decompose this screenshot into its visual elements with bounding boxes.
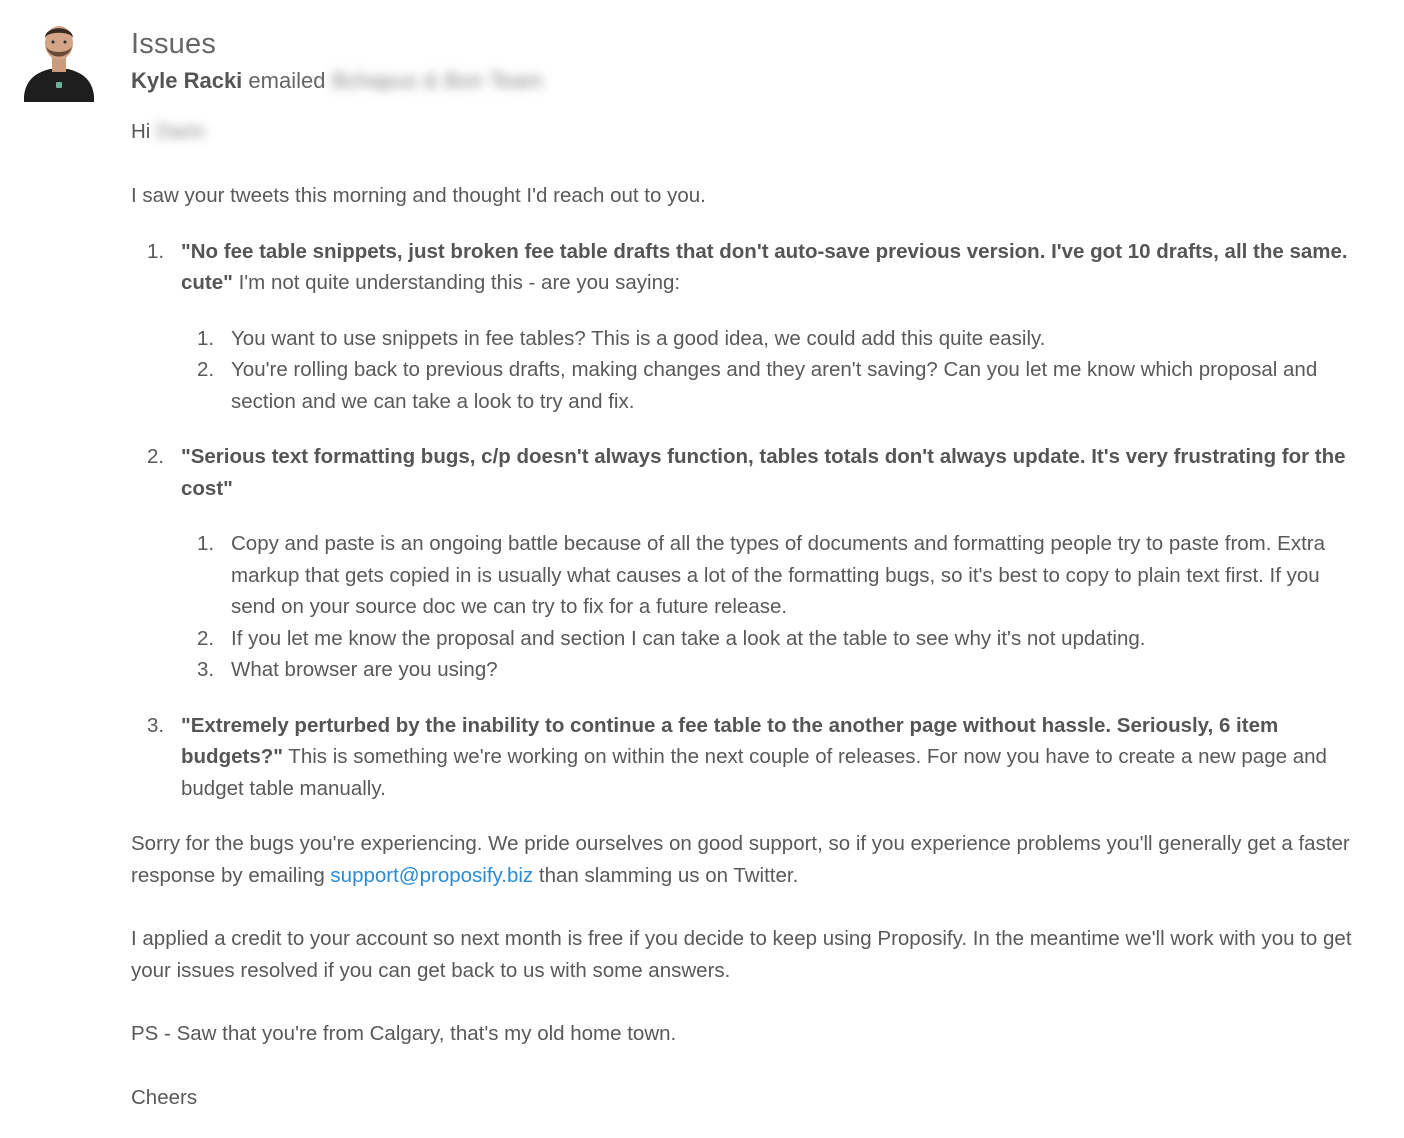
subpoint-text: What browser are you using?: [231, 658, 498, 681]
subpoint-item: [197, 354, 1356, 417]
issues-list: [131, 236, 1356, 805]
credit-paragraph: I applied a credit to your account so next month is free if you decide to keep using Proposify. In the meantime we'll work with you to get your issues resolved if you can get back to us with some answers.: [131, 927, 1352, 982]
subpoint-number: 2.: [197, 358, 215, 381]
subpoint-number: 1.: [197, 326, 215, 350]
recipient-blurred: Bchapus & Bon Team: [331, 68, 543, 93]
issue-text: [181, 710, 1356, 805]
subpoint-item: [197, 623, 1356, 655]
action-text: emailed: [248, 68, 326, 93]
sender-avatar: [22, 16, 96, 102]
issue-quote: "No fee table snippets, just broken fee table drafts that don't auto-save previous version. I've got 10 drafts, all the same. cute": [181, 239, 1348, 294]
email-header: [131, 26, 543, 96]
avatar-image: [22, 16, 96, 102]
greeting-name-blurred: Darin: [156, 120, 206, 143]
issue-subpoints: [181, 323, 1356, 418]
subpoint-text: You want to use snippets in fee tables? This is a good idea, we could add this quite easily.: [231, 326, 1046, 350]
intro-paragraph: I saw your tweets this morning and thought I'd reach out to you.: [131, 184, 706, 207]
ps-paragraph: PS - Saw that you're from Calgary, that's my old home town.: [131, 1022, 677, 1045]
issue-number: 2.: [147, 445, 165, 468]
issue-subpoints: [181, 528, 1356, 686]
subpoint-number: 3.: [197, 658, 215, 681]
support-email-link[interactable]: support@proposify.biz: [330, 863, 534, 887]
subpoint-item: [197, 654, 1356, 686]
signoff: Cheers: [131, 1085, 198, 1109]
subpoint-item: [197, 323, 1356, 355]
subpoint-text: You're rolling back to previous drafts, making changes and they aren't saving? Can you let me know which proposal and section and we can take a look to try and fix.: [231, 358, 1318, 413]
issue-number: 3.: [147, 713, 165, 737]
greeting: [131, 116, 1356, 148]
subpoint-text: If you let me know the proposal and section I can take a look at the table to see why it's not updating.: [231, 626, 1146, 650]
issue-quote: "Serious text formatting bugs, c/p doesn't always function, tables totals don't always update. It's very frustrating for the cost": [181, 445, 1346, 500]
issue-item: [147, 710, 1356, 805]
greeting-prefix: Hi: [131, 120, 151, 143]
from-line: [131, 66, 543, 96]
subpoint-item: [197, 528, 1356, 623]
issue-text: [181, 441, 1356, 504]
subpoint-text: Copy and paste is an ongoing battle because of all the types of documents and formatting people try to paste from. Extra markup that gets copied in is usually what causes a lot of the formatting bugs, so it's best to copy to plain text first. If you send on your source doc we can try to fix for a future release.: [231, 532, 1325, 618]
apology-text-before: Sorry for the bugs you're experiencing. We pride ourselves on good support, so if you experience problems you'll generally get a faster response by emailing: [131, 832, 1350, 887]
apology-paragraph: [131, 828, 1356, 891]
email-body: [131, 116, 1356, 1113]
issue-text: [181, 236, 1356, 299]
issue-quote: "Extremely perturbed by the inability to continue a fee table to the another page without hassle. Seriously, 6 item budgets?": [181, 713, 1279, 768]
issue-response: This is something we're working on within the next couple of releases. For now you have to create a new page and budget table manually.: [181, 745, 1327, 800]
issue-item: [147, 441, 1356, 686]
issue-response: I'm not quite understanding this - are you saying:: [232, 271, 681, 294]
subpoint-number: 2.: [197, 626, 215, 650]
subpoint-number: 1.: [197, 532, 215, 555]
issue-number: 1.: [147, 239, 165, 263]
sender-name[interactable]: Kyle Racki: [131, 68, 243, 93]
apology-text-after: than slamming us on Twitter.: [533, 863, 799, 887]
email-subject: Issues: [131, 28, 217, 60]
issue-item: [147, 236, 1356, 418]
